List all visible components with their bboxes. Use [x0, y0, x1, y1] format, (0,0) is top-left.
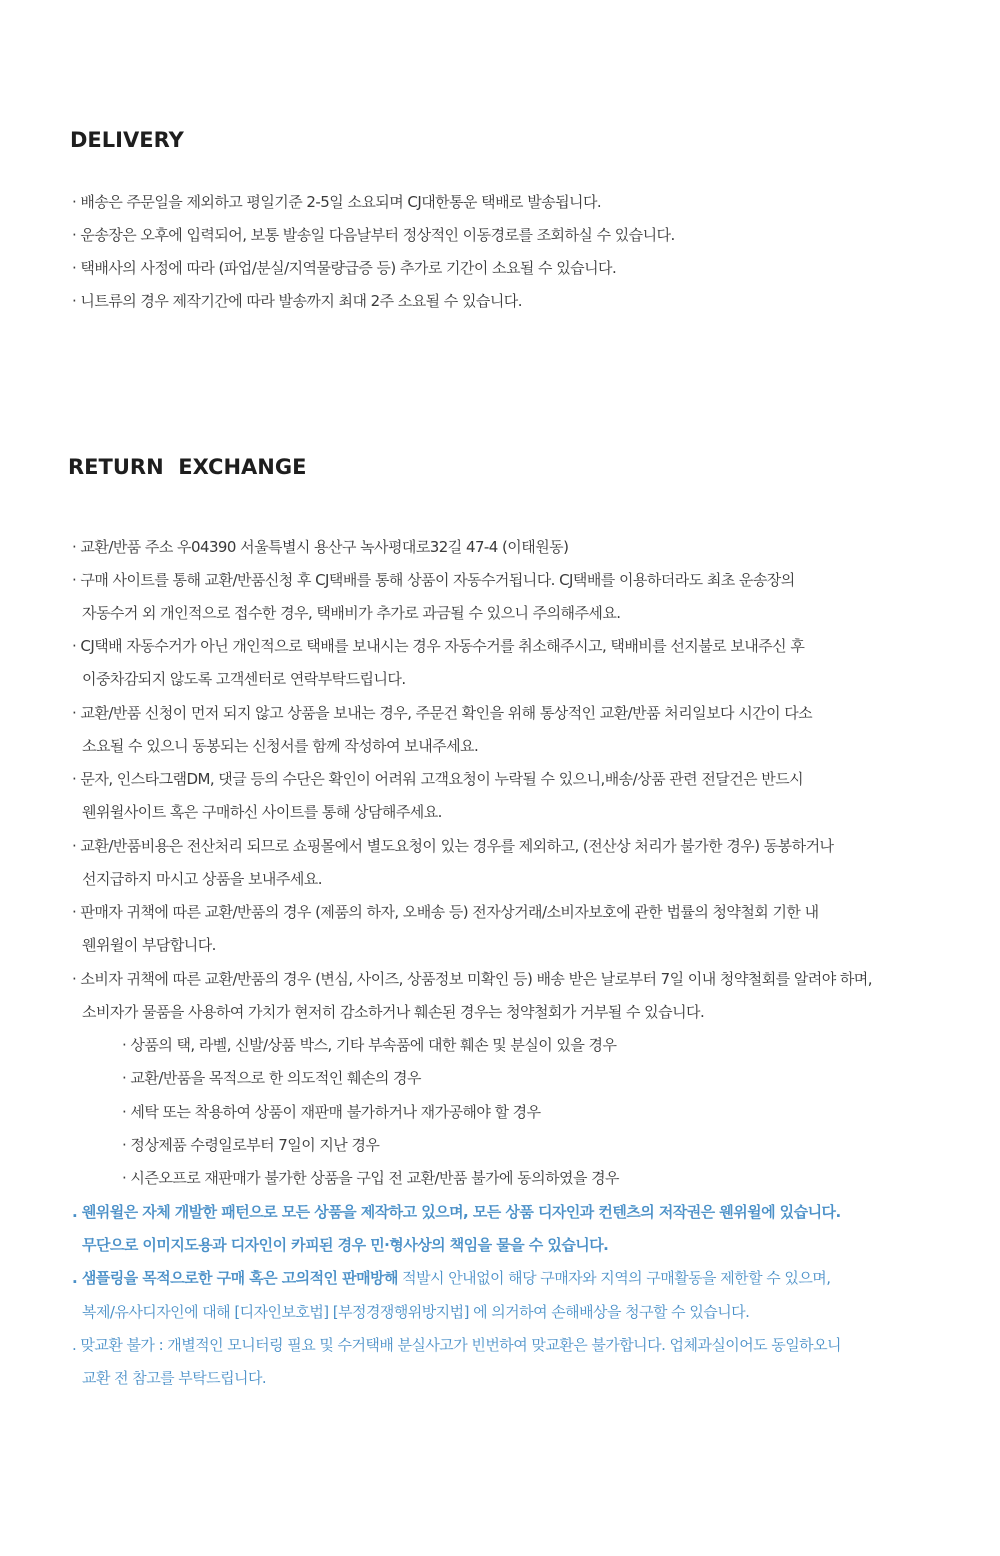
copyright-notice-continued: 무단으로 이미지도용과 디자인이 카피된 경우 민·형사상의 책임을 물을 수 있습니다.	[82, 1236, 609, 1254]
return-item: · 판매자 귀책에 따른 교환/반품의 경우 (제품의 하자, 오배송 등) 전자상거래/소비자보호에 관한 법률의 청약철회 기한 내	[72, 903, 819, 921]
return-item: · 소비자 귀책에 따른 교환/반품의 경우 (변심, 사이즈, 상품정보 미확인 등) 배송 받은 날로부터 7일 이내 청약철회를 알려야 하며,	[72, 970, 872, 988]
exchange-notice: . 맞교환 불가 : 개별적인 모니터링 필요 및 수거택배 분실사고가 빈번하여 맞교환은 불가합니다. 업체과실이어도 동일하오니	[72, 1336, 841, 1354]
return-item-continued: 소요될 수 있으니 동봉되는 신청서를 함께 작성하여 보내주세요.	[82, 737, 479, 755]
return-item-continued: 선지급하지 마시고 상품을 보내주세요.	[82, 870, 322, 888]
return-item: · 교환/반품 신청이 먼저 되지 않고 상품을 보내는 경우, 주문건 확인을 위해 통상적인 교환/반품 처리일보다 시간이 다소	[72, 704, 813, 722]
return-sub-item: · 정상제품 수령일로부터 7일이 지난 경우	[122, 1136, 380, 1154]
sampling-notice-bold: . 샘플링을 목적으로한 구매 혹은 고의적인 판매방해	[72, 1269, 398, 1287]
return-item-continued: 자동수거 외 개인적으로 접수한 경우, 택배비가 추가로 과금될 수 있으니 주의해주세요.	[82, 604, 621, 622]
return-exchange-title: RETURN EXCHANGE	[68, 455, 307, 479]
delivery-item: · 택배사의 사정에 따라 (파업/분실/지역물량급증 등) 추가로 기간이 소요될 수 있습니다.	[72, 259, 617, 277]
return-item: · 문자, 인스타그램DM, 댓글 등의 수단은 확인이 어려워 고객요청이 누락될 수 있으니,배송/상품 관련 전달건은 반드시	[72, 770, 804, 788]
delivery-title: DELIVERY	[70, 128, 184, 152]
return-item-continued: 웬위윌이 부담합니다.	[82, 936, 216, 954]
return-item: · 교환/반품 주소 우04390 서울특별시 용산구 녹사평대로32길 47-4 (이태원동)	[72, 538, 569, 556]
return-sub-item: · 시즌오프로 재판매가 불가한 상품을 구입 전 교환/반품 불가에 동의하였을 경우	[122, 1169, 619, 1187]
copyright-notice: . 웬위윌은 자체 개발한 패턴으로 모든 상품을 제작하고 있으며, 모든 상품 디자인과 컨텐츠의 저작권은 웬위윌에 있습니다.	[72, 1203, 841, 1221]
exchange-notice-continued: 교환 전 참고를 부탁드립니다.	[82, 1369, 267, 1387]
delivery-item: · 운송장은 오후에 입력되어, 보통 발송일 다음날부터 정상적인 이동경로를 조회하실 수 있습니다.	[72, 226, 675, 244]
return-item-continued: 웬위윌사이트 혹은 구매하신 사이트를 통해 상담해주세요.	[82, 803, 442, 821]
sampling-notice	[72, 1268, 830, 1288]
return-item: · CJ택배 자동수거가 아닌 개인적으로 택배를 보내시는 경우 자동수거를 취소해주시고, 택배비를 선지불로 보내주신 후	[72, 637, 805, 655]
sampling-notice-continued: 복제/유사디자인에 대해 [디자인보호법] [부정경쟁행위방지법] 에 의거하여 손해배상을 청구할 수 있습니다.	[82, 1303, 750, 1321]
return-item-continued: 이중차감되지 않도록 고객센터로 연락부탁드립니다.	[82, 670, 406, 688]
sampling-notice-rest: 적발시 안내없이 해당 구매자와 지역의 구매활동을 제한할 수 있으며,	[397, 1269, 831, 1287]
delivery-item: · 배송은 주문일을 제외하고 평일기준 2-5일 소요되며 CJ대한통운 택배로 발송됩니다.	[72, 193, 602, 211]
delivery-item: · 니트류의 경우 제작기간에 따라 발송까지 최대 2주 소요될 수 있습니다.	[72, 292, 522, 310]
return-item: · 구매 사이트를 통해 교환/반품신청 후 CJ택배를 통해 상품이 자동수거됩니다. CJ택배를 이용하더라도 최초 운송장의	[72, 571, 795, 589]
return-sub-item: · 상품의 택, 라벨, 신발/상품 박스, 기타 부속품에 대한 훼손 및 분실이 있을 경우	[122, 1036, 617, 1054]
return-item-continued: 소비자가 물품을 사용하여 가치가 현저히 감소하거나 훼손된 경우는 청약철회가 거부될 수 있습니다.	[82, 1003, 705, 1021]
return-sub-item: · 세탁 또는 착용하여 상품이 재판매 불가하거나 재가공해야 할 경우	[122, 1103, 541, 1121]
return-item: · 교환/반품비용은 전산처리 되므로 쇼핑몰에서 별도요청이 있는 경우를 제외하고, (전산상 처리가 불가한 경우) 동봉하거나	[72, 837, 834, 855]
return-sub-item: · 교환/반품을 목적으로 한 의도적인 훼손의 경우	[122, 1069, 421, 1087]
